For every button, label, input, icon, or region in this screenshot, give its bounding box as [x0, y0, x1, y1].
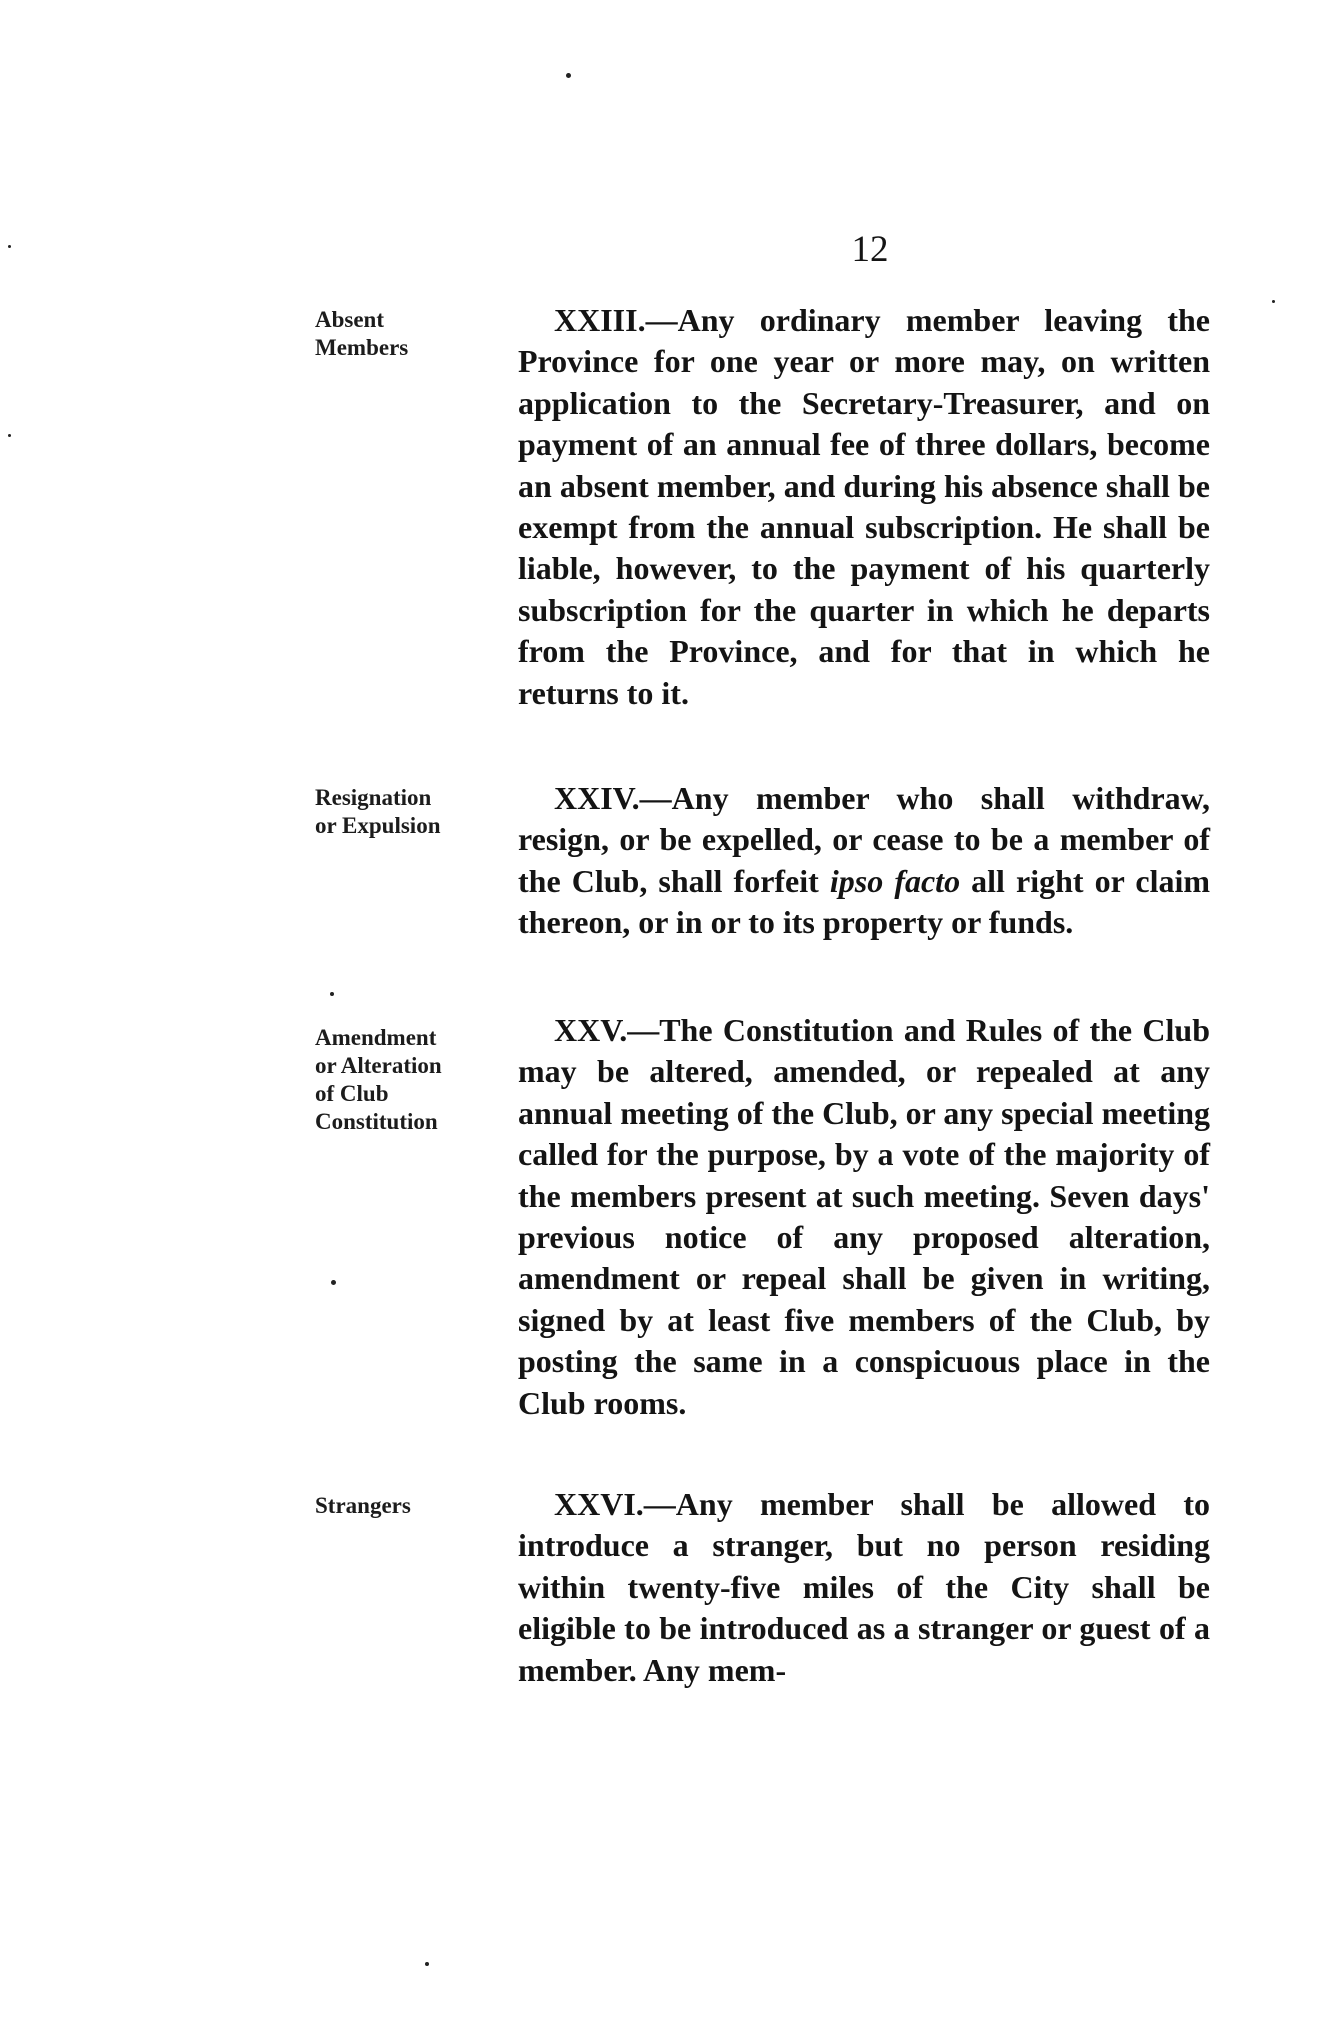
article-xxiv-text-end: all right or claim thereon, or in or to its property or funds.: [518, 862, 1211, 941]
margin-note-resignation-or-expulsion: Resignation or Expulsion: [315, 785, 441, 838]
page-number: 12: [851, 229, 889, 270]
article-xxvi-text: XXVI.—Any member shall be allowed to introduce a stranger, but no person residing within twenty-five miles of the City shall be eligible to be introduced as a stranger or guest of a member. Any mem-: [518, 1486, 1210, 1688]
article-xxiv-text-start: XXIV.—Any member who shall withdraw, resign, or be expelled, or cease to be a member of the Club, shall forfeit: [518, 780, 1210, 899]
scan-speck: [331, 1280, 336, 1285]
article-xxiv-text: [518, 778, 1210, 944]
article-xxv-text: XXV.—The Constitution and Rules of the Club may be altered, amended, or repealed at any annual meeting of the Club, or any special meeting called for the purpose, by a vote of the majority of the members present at such meeting. Seven days' previous notice of any proposed alteration, amendment or repeal shall be given in writing, signed by at least five members of the Club, by posting the same in a conspicuous place in the Club rooms.: [518, 1012, 1210, 1421]
scan-speck: [566, 73, 571, 78]
article-xxiv-italic-phrase: ipso facto: [829, 862, 961, 899]
margin-note-amendment-of-constitution: Amendment or Alteration of Club Constitution: [315, 1025, 442, 1134]
scan-speck: [425, 1962, 429, 1966]
article-xxiii-text: XXIII.—Any ordinary member leaving the Province for one year or more may, on written application to the Secretary-Treasurer, and on payment of an annual fee of three dollars, become an absent member, and during his absence shall be exempt from the annual subscription. He shall be liable, however, to the payment of his quarterly subscription for the quarter in which he departs from the Province, and for that in which he returns to it.: [518, 302, 1210, 711]
margin-note-strangers: Strangers: [315, 1493, 411, 1518]
margin-note-absent-members: Absent Members: [315, 307, 409, 360]
scan-speck: [330, 992, 334, 996]
scan-speck: [8, 245, 11, 248]
scan-speck: [8, 434, 11, 437]
scan-speck: [1272, 300, 1275, 303]
